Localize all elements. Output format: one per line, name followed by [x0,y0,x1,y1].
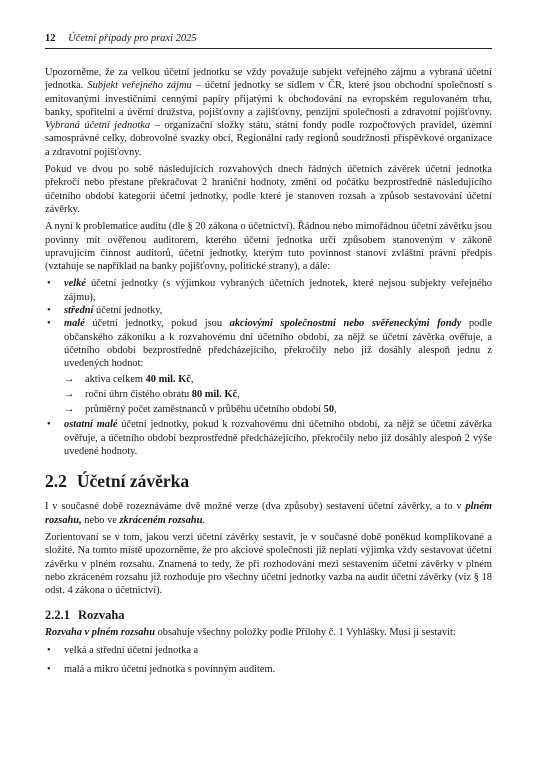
list-item [45,277,492,304]
section-number: 2.2 [45,471,67,492]
text-run: účetní jednotky (s výjimkou vybraných účetních jednotek, které nejsou subjekty veřejného zájmu), [64,278,492,303]
text-run: . [202,514,205,526]
section-heading [45,470,492,492]
text-run: nebo ve [81,514,120,526]
text-run: , [190,373,194,385]
list-item-text: malá a mikro účetní jednotka s povinným auditem. [64,663,276,675]
threshold-value: 50 [323,404,335,416]
threshold-value: 40 mil. Kč [145,373,191,385]
balance-sheet-list [45,644,492,677]
term-joint-stock: akciovými společnostmi nebo svěřeneckými fondy [229,318,462,330]
page-body [45,66,492,680]
list-item [45,663,492,676]
threshold-item [64,403,492,416]
text-run: účetní jednotky, [93,305,163,317]
arrow-icon: → [64,404,75,416]
term-full-scope: plném rozsahu, [45,501,492,526]
paragraph-versions [45,500,492,527]
paragraph-orientation: Zorientovaní se v tom, jakou verzi účetní závěrky sestavit, je v současné době poněkud komplikované a složité. Na tomto místě upozorněme, že pro akciové společnosti již neplatí výjimka vždy sestavovat účetní závěrku v plném rozsahu. Znamená to tedy, že při rozhodování mezi sestavením účetní závěrky v plném nebo zkráceném rozsahu již rozhoduje pro všechny účetní jednotky vazba na audit účetní závěrky (viz § 18 odst. 4 zákona o účetnictví). [45,531,492,597]
subsection-title: Rozvaha [78,608,125,623]
threshold-item [64,388,492,401]
text-run: účetní jednotky, pokud jsou [84,318,230,330]
bullet: • [47,419,51,431]
threshold-label: průměrný počet zaměstnanců v průběhu účetního období [85,404,324,416]
term-selected-entity: Vybraná účetní jednotka [45,120,151,132]
list-item-text: velká a střední účetní jednotka a [64,644,199,656]
term-medium: střední [64,305,94,317]
subsection-heading [45,607,492,623]
text-run: , [334,404,337,416]
threshold-label: roční úhrn čistého obratu [85,388,192,400]
text-run: I v současné době rozeznáváme dvě možné verze (dva způsoby) sestavení účetní závěrky, a to v [45,501,466,513]
audit-obligation-list [45,277,492,458]
book-title: Účetní případy pro praxi 2025 [68,33,197,44]
text-run: – organizační složky státu, státní fondy podle rozpočtových pravidel, územní samosprávné celky, dobrovolné svazky obcí, Regionální rady regionů soudržnosti příspěvkové organizace a zdravotní pojišťovny. [45,120,492,158]
text-run: obsahuje všechny položky podle Přílohy č. 1 Vyhlášky. Musí ji sestavit: [155,627,456,639]
threshold-item [64,373,492,386]
term-abridged-scope: zkráceném rozsahu [119,514,203,526]
page-number: 12 [45,33,56,44]
paragraph-audit: A nyní k problematice auditu (dle § 20 zákona o účetnictví). Řádnou nebo mimořádnou účetní závěrku jsou povinny mít ověřenou auditorem, kterého účetní jednotka určí způsobem stanoveným v zákoně upravujícím činnost auditorů, účetní jednotky, kterým tuto povinnost stanoví zvláštní právní předpis (vztahuje se například na banky pojišťovny, politické strany), a dále: [45,221,492,273]
bullet: • [47,318,51,330]
arrow-icon: → [64,373,75,385]
list-item [45,304,492,317]
bullet: • [47,644,51,656]
text-run: , [237,388,240,400]
bullet: • [47,278,51,290]
threshold-label: aktiva celkem [85,373,146,385]
list-item [45,644,492,657]
subsection-number: 2.2.1 [45,608,70,623]
term-small: malé [64,318,85,330]
section-title: Účetní závěrka [76,471,190,492]
paragraph-public-interest [45,66,492,159]
threshold-list [64,373,492,417]
term-large: velké [64,278,86,290]
bullet: • [47,305,51,317]
list-item [45,317,492,416]
text-run: účetní jednotky, pokud k rozvahovému dni účetního období, za nějž se účetní závěrka ověřuje, a účetního období bezprostředně předcházejícího, překročily nebo již dosáhly alespoň 2 výše uvedené hodnoty. [64,419,492,458]
running-header [45,32,492,49]
list-item [45,418,492,458]
term-public-interest-entity: Subjekt veřejného zájmu [87,80,192,92]
paragraph-thresholds: Pokud ve dvou po sobě následujících rozvahových dnech řádných účetních závěrek účetní jednotka překročí nebo přestane překračovat 2 hraniční hodnoty, změní od počátku bezprostředně následujícího účetního období kategorii účetní jednotky, podle které je stanoven rozsah a způsob sestavování účetní závěrky. [45,164,492,215]
term-full-balance-sheet: Rozvaha v plném rozsahu [45,627,155,639]
bullet: • [47,663,51,675]
arrow-icon: → [64,388,75,400]
paragraph-balance-sheet [45,626,492,639]
text-run: – účetní jednotky se sídlem v ČR, které jsou obchodní společností s emitovanými investičními cennými papíry přijatými k obchodování na evropském regulovaném trhu, banky, spořitelní a úvěrní družstva, pojišťovny a zajišťovny, penzijní společnosti a zdravotní pojišťovny. [45,80,492,118]
text-run: Upozorněme, že za velkou účetní jednotku se vždy považuje subjekt veřejného zájmu a vybraná účetní jednotka. [45,67,492,92]
threshold-value: 80 mil. Kč [191,388,238,400]
term-other-small: ostatní malé [64,419,118,431]
text-run: podle občanského zákoníku a k rozvahovému dni účetního období, za nějž se účetní závěrka ověřuje, a účetního období bezprostředně předcházejícího, překročily nebo již dosáhly alespoň jednu z uvedených hodnot: [64,318,493,370]
